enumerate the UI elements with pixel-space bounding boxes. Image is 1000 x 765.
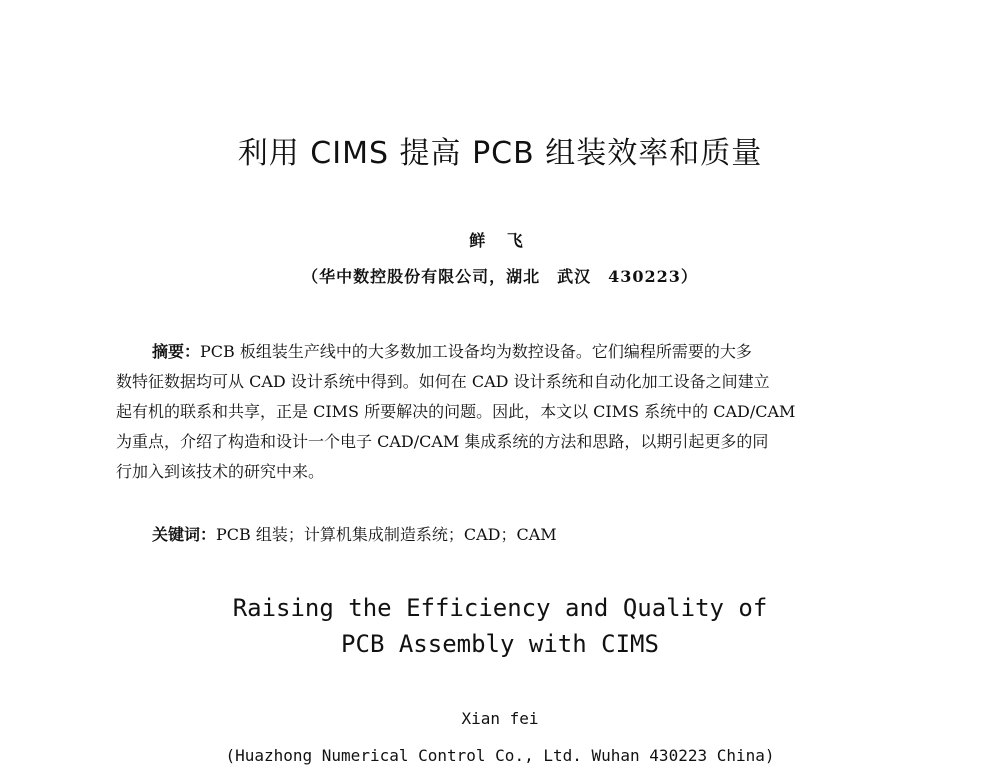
keywords [152,522,557,545]
english-author: Xian fei [461,709,539,728]
abstract-line [116,337,886,367]
chinese-abstract [116,337,886,487]
english-title-line-1: Raising the Efficiency and Quality of [232,594,768,622]
abstract-line: 起有机的联系和共享，正是 CIMS 所要解决的问题。因此，本文以 CIMS 系统中的 CAD/CAM [116,402,796,421]
chinese-affiliation: （华中数控股份有限公司，湖北 武汉 430223） [302,267,698,286]
abstract-label: 摘要： [152,342,201,361]
english-affiliation: (Huazhong Numerical Control Co., Ltd. Wuhan 430223 China) [225,746,775,765]
abstract-text: PCB 板组装生产线中的大多数加工设备均为数控设备。它们编程所需要的大多 [200,342,752,361]
keywords-label: 关键词： [152,525,217,544]
abstract-line: 行加入到该技术的研究中来。 [116,462,325,481]
abstract-line: 为重点，介绍了构造和设计一个电子 CAD/CAM 集成系统的方法和思路，以期引起更多的同 [116,432,769,451]
abstract-line: 数特征数据均可从 CAD 设计系统中得到。如何在 CAD 设计系统和自动化加工设备之间建立 [116,372,770,391]
keywords-text: PCB 组装；计算机集成制造系统；CAD；CAM [216,525,557,544]
chinese-title: 利用 CIMS 提高 PCB 组装效率和质量 [237,136,763,171]
english-title-line-2: PCB Assembly with CIMS [341,630,659,658]
chinese-author: 鲜 飞 [469,231,531,250]
